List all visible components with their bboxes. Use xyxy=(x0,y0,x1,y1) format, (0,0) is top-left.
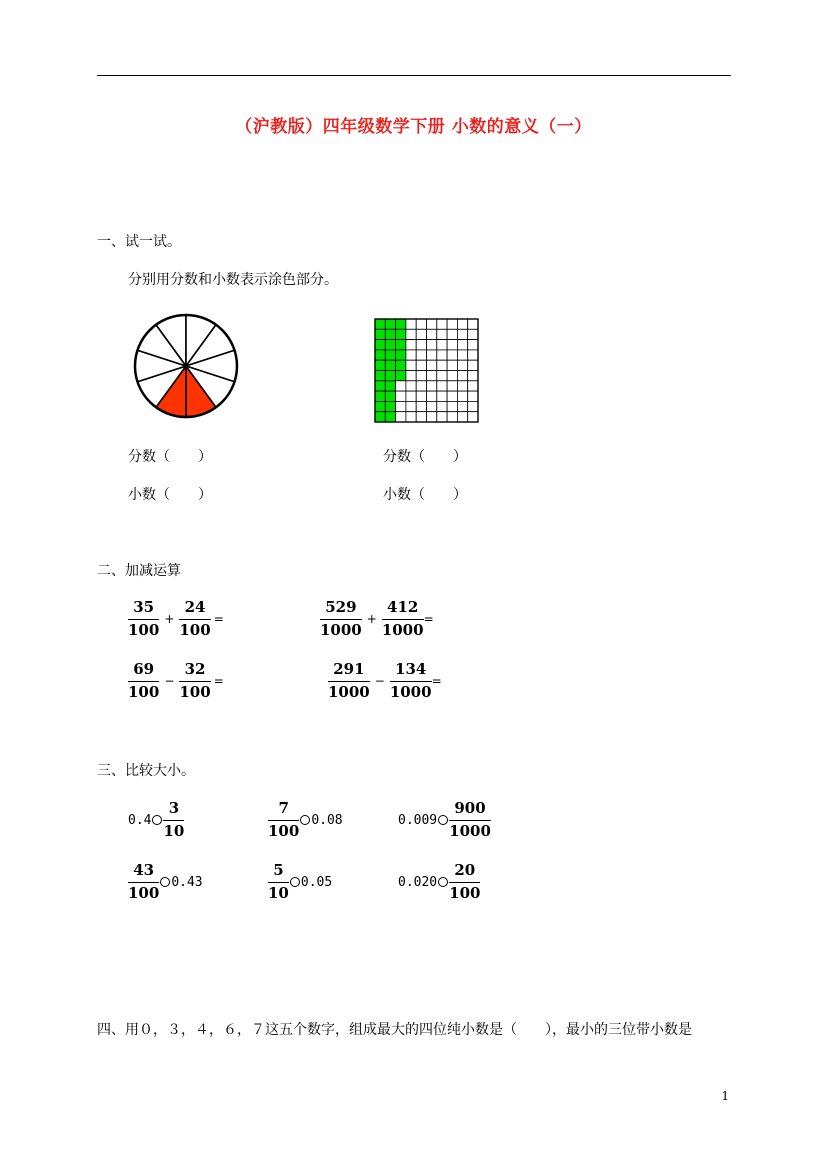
grid-cell xyxy=(406,360,416,370)
grid-cell xyxy=(416,391,426,401)
grid-cell xyxy=(437,401,447,411)
grid-cell xyxy=(447,412,457,422)
grid-cell xyxy=(437,412,447,422)
grid-cell xyxy=(457,340,467,350)
grid-cell-shaded xyxy=(385,401,395,411)
grid-cell xyxy=(457,412,467,422)
grid-cell xyxy=(416,319,426,329)
grid-cell xyxy=(406,350,416,360)
grid-cell xyxy=(468,350,478,360)
problem-3 xyxy=(128,660,224,702)
equals-sign: = xyxy=(431,674,442,688)
grid-cell xyxy=(406,391,416,401)
grid-cell xyxy=(437,391,447,401)
grid-cell xyxy=(447,319,457,329)
compare-item-6: 0.020 $\frac{20}{100}$ xyxy=(398,861,481,902)
grid-cell xyxy=(468,381,478,391)
grid-cell-shaded xyxy=(385,350,395,360)
grid-cell xyxy=(416,329,426,339)
grid-cell xyxy=(457,350,467,360)
grid-cell-shaded xyxy=(375,350,385,360)
page-number: 1 xyxy=(721,1089,729,1103)
grid-cell xyxy=(447,391,457,401)
grid-cell xyxy=(457,401,467,411)
compare-circle[interactable] xyxy=(160,877,170,887)
grid-cell-shaded xyxy=(396,371,406,381)
grid-cell xyxy=(406,381,416,391)
grid-cell xyxy=(468,401,478,411)
grid-cell xyxy=(437,350,447,360)
grid-cell xyxy=(427,340,437,350)
grid-cell xyxy=(427,401,437,411)
section-1-heading: 一、试一试。 xyxy=(97,234,181,250)
grid-cell xyxy=(468,360,478,370)
section-3-heading: 三、比较大小。 xyxy=(97,763,195,779)
grid-cell xyxy=(416,401,426,411)
fraction: $\frac{5}{10}$ xyxy=(268,861,289,902)
grid-cell xyxy=(427,391,437,401)
grid-cell xyxy=(396,401,406,411)
grid-cell xyxy=(416,340,426,350)
compare-circle[interactable] xyxy=(300,815,310,825)
grid-cell xyxy=(468,391,478,401)
grid-cell-shaded xyxy=(396,350,406,360)
grid-cell xyxy=(396,381,406,391)
section-1-instruction: 分别用分数和小数表示涂色部分。 xyxy=(128,272,338,288)
fraction: $\frac{69}{100}$ xyxy=(128,660,160,701)
grid-cell xyxy=(406,412,416,422)
grid-cell-shaded xyxy=(396,340,406,350)
plus-sign: + xyxy=(164,612,175,626)
grid-cell-shaded xyxy=(385,371,395,381)
grid-cell xyxy=(427,381,437,391)
grid-cell xyxy=(437,319,447,329)
grid-cell xyxy=(457,329,467,339)
pie-figure xyxy=(130,312,242,420)
equals-sign: = xyxy=(213,674,224,688)
fraction: $\frac{20}{100}$ xyxy=(449,861,481,902)
grid-cell-shaded xyxy=(385,391,395,401)
section-2-heading: 二、加减运算 xyxy=(97,563,181,579)
grid-cell xyxy=(437,340,447,350)
grid-cell xyxy=(427,412,437,422)
grid-cell-shaded xyxy=(375,371,385,381)
plus-sign: + xyxy=(366,612,377,626)
grid-cell xyxy=(457,371,467,381)
grid-cell xyxy=(457,391,467,401)
grid-cell-shaded xyxy=(375,340,385,350)
grid-cell xyxy=(416,381,426,391)
grid-cell xyxy=(406,329,416,339)
fraction: $\frac{412}{1000}$ xyxy=(381,598,424,639)
grid-cell-shaded xyxy=(375,401,385,411)
left-decimal-blank[interactable]: 小数（ ） xyxy=(128,487,212,503)
section-4-question: 四、用０，３，４，６，７这五个数字，组成最大的四位纯小数是（ ），最小的三位带小数是 xyxy=(97,1022,692,1038)
grid-cell xyxy=(447,329,457,339)
grid-cell xyxy=(437,329,447,339)
grid-cell-shaded xyxy=(375,329,385,339)
grid-cell xyxy=(447,340,457,350)
fraction: $\frac{134}{1000}$ xyxy=(389,660,432,701)
grid-cell xyxy=(468,412,478,422)
fraction: $\frac{900}{1000}$ xyxy=(449,799,491,840)
grid-cell-shaded xyxy=(385,360,395,370)
compare-item-4: $\frac{43}{100}$ 0.43 xyxy=(128,861,203,902)
grid-cell xyxy=(447,350,457,360)
grid-cell-shaded xyxy=(396,319,406,329)
grid-cell xyxy=(427,350,437,360)
grid-cell xyxy=(468,319,478,329)
grid-cell xyxy=(437,381,447,391)
grid-cell xyxy=(447,360,457,370)
fraction: $\frac{529}{1000}$ xyxy=(320,598,362,639)
grid-cell xyxy=(427,371,437,381)
fraction: $\frac{32}{100}$ xyxy=(179,660,211,701)
grid-cell-shaded xyxy=(396,329,406,339)
right-fraction-blank[interactable]: 分数（ ） xyxy=(383,449,467,465)
grid-cell-shaded xyxy=(385,340,395,350)
grid-cell xyxy=(437,371,447,381)
grid-cell xyxy=(457,360,467,370)
equals-sign: = xyxy=(213,612,224,626)
grid-cell xyxy=(468,371,478,381)
compare-circle[interactable] xyxy=(290,877,300,887)
compare-circle[interactable] xyxy=(438,877,448,887)
grid-cell xyxy=(416,360,426,370)
grid-cell xyxy=(447,371,457,381)
grid-cell-shaded xyxy=(375,391,385,401)
fraction: $\frac{24}{100}$ xyxy=(179,598,211,639)
grid-cell-shaded xyxy=(375,319,385,329)
equals-sign: = xyxy=(423,612,434,626)
grid-cell-shaded xyxy=(385,319,395,329)
grid-cell xyxy=(457,319,467,329)
fraction: $\frac{43}{100}$ xyxy=(128,861,160,902)
minus-sign: − xyxy=(374,674,385,688)
grid-cell xyxy=(427,360,437,370)
compare-item-2: $\frac{7}{100}$ 0.08 xyxy=(268,799,343,840)
fraction: $\frac{7}{100}$ xyxy=(268,799,300,840)
compare-circle[interactable] xyxy=(152,815,162,825)
compare-item-3: 0.009 $\frac{900}{1000}$ xyxy=(398,799,491,840)
problem-4 xyxy=(328,660,442,702)
grid-cell xyxy=(416,412,426,422)
grid-cell xyxy=(416,371,426,381)
left-fraction-blank[interactable]: 分数（ ） xyxy=(128,449,212,465)
right-decimal-blank[interactable]: 小数（ ） xyxy=(383,487,467,503)
grid-figure xyxy=(374,318,481,425)
grid-cell xyxy=(468,340,478,350)
grid-cell xyxy=(427,329,437,339)
grid-cell-shaded xyxy=(375,412,385,422)
minus-sign: − xyxy=(164,674,175,688)
grid-cell xyxy=(406,401,416,411)
grid-cell-shaded xyxy=(375,381,385,391)
grid-cell-shaded xyxy=(385,329,395,339)
grid-cell-shaded xyxy=(375,360,385,370)
grid-cell xyxy=(468,329,478,339)
compare-circle[interactable] xyxy=(438,815,448,825)
grid-cell xyxy=(406,319,416,329)
grid-cell xyxy=(427,319,437,329)
grid-cell-shaded xyxy=(396,360,406,370)
fraction: $\frac{291}{1000}$ xyxy=(328,660,370,701)
grid-cell xyxy=(457,381,467,391)
problem-1 xyxy=(128,598,224,640)
problem-2 xyxy=(320,598,434,640)
page-title: （沪教版）四年级数学下册 小数的意义（一） xyxy=(235,117,592,137)
header-rule xyxy=(97,75,731,76)
grid-cell xyxy=(406,371,416,381)
compare-item-5: $\frac{5}{10}$ 0.05 xyxy=(268,861,333,902)
fraction: $\frac{35}{100}$ xyxy=(128,598,160,639)
grid-cell xyxy=(447,401,457,411)
fraction: $\frac{3}{10}$ xyxy=(163,799,185,840)
grid-cell xyxy=(396,412,406,422)
grid-cell xyxy=(406,340,416,350)
grid-cell-shaded xyxy=(385,412,395,422)
grid-cell-shaded xyxy=(385,381,395,391)
grid-cell xyxy=(396,391,406,401)
grid-cell xyxy=(416,350,426,360)
grid-cell xyxy=(447,381,457,391)
grid-cell xyxy=(437,360,447,370)
compare-item-1: 0.4 $\frac{3}{10}$ xyxy=(128,799,185,840)
